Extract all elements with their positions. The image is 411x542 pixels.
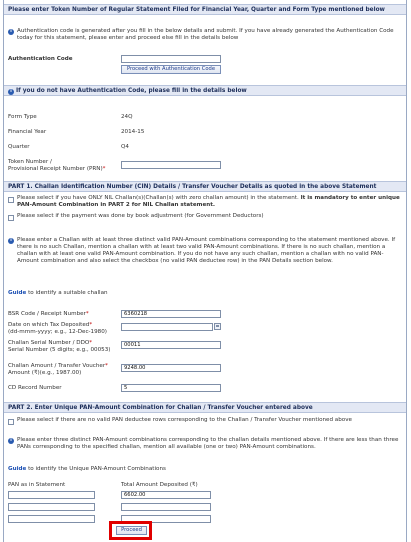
serial-label-line2: Serial Number (5 digits; e.g., 00053) <box>8 347 111 353</box>
part2-info <box>8 437 404 451</box>
required-star: * <box>102 166 106 172</box>
cd-record-input[interactable]: 5 <box>121 384 221 392</box>
required-star: * <box>105 363 108 369</box>
info-icon: i <box>8 438 14 444</box>
info-icon: i <box>8 238 14 244</box>
amount-label-line2: Amount (₹)(e.g., 1987.00) <box>8 370 82 376</box>
info-icon: i <box>8 89 14 95</box>
guide-challan <box>8 290 108 297</box>
pan-column-header: PAN as in Statement <box>8 482 66 488</box>
cd-record-label: CD Record Number <box>8 385 62 391</box>
quarter-label: Quarter <box>8 144 30 150</box>
guide-challan-text: to identify a suitable challan <box>26 290 108 296</box>
no-valid-pan-label: Please select if there are no valid PAN deductee rows corresponding to the Challan / Transfer Voucher mentioned above <box>17 417 352 423</box>
financial-year-label: Financial Year <box>8 129 47 135</box>
amount-input-1[interactable]: 6602.00 <box>121 491 211 499</box>
pan-input-2[interactable] <box>8 503 95 511</box>
book-adjustment-label: Please select if the payment was done by book adjustment (for Government Deductors) <box>17 213 264 219</box>
proceed-auth-button[interactable]: Proceed with Authentication Code <box>121 65 221 74</box>
tax-deposit-date-input[interactable] <box>121 323 213 331</box>
token-statement-form <box>3 0 407 542</box>
bsr-label-text: BSR Code / Receipt Number <box>8 311 86 317</box>
amount-label-line1: Challan Amount / Transfer Voucher <box>8 363 106 369</box>
amount-input-2[interactable] <box>121 503 211 511</box>
date-label-line1: Date on which Tax Deposited <box>8 322 90 328</box>
challan-amount-input[interactable]: 9248.00 <box>121 364 221 372</box>
form-type-label: Form Type <box>8 114 37 120</box>
guide-pan-text: to identify the Unique PAN-Amount Combinations <box>26 466 166 472</box>
calendar-icon[interactable] <box>214 323 221 330</box>
nil-challan-text-normal: Please select if you have ONLY NIL Challan(s)(Challan(s) with zero challan amount) in the statement. <box>17 195 301 201</box>
amount-column-header: Total Amount Deposited (₹) <box>121 482 198 488</box>
auth-code-input[interactable] <box>121 55 221 63</box>
token-label-line2: Provisional Receipt Number (PRN) <box>8 166 103 172</box>
guide-pan <box>8 466 166 473</box>
auth-info <box>8 28 404 42</box>
form-type-value: 24Q <box>121 114 133 120</box>
page-title: Please enter Token Number of Regular Statement Filed for Financial Year, Quarter and Form Type mentioned below <box>4 4 406 15</box>
book-adjustment-text <box>8 213 404 220</box>
quarter-value: Q4 <box>121 144 129 150</box>
serial-label-line1: Challan Serial Number / DDO <box>8 340 90 346</box>
required-star: * <box>85 311 89 317</box>
challan-serial-input[interactable]: 00011 <box>121 341 221 349</box>
guide-challan-link[interactable]: Guide <box>8 290 27 296</box>
no-valid-pan-text <box>8 417 404 424</box>
no-auth-section-title <box>4 85 406 96</box>
auth-code-label: Authentication Code <box>8 56 73 62</box>
pan-input-1[interactable] <box>8 491 95 499</box>
bsr-label <box>8 311 89 318</box>
token-number-input[interactable] <box>121 161 221 169</box>
part2-title: PART 2. Enter Unique PAN-Amount Combination for Challan / Transfer Voucher entered above <box>4 402 406 413</box>
token-label-line1: Token Number / <box>8 159 52 165</box>
guide-pan-link[interactable]: Guide <box>8 466 27 472</box>
amount-label <box>8 363 108 377</box>
part2-info-text: Please enter three distinct PAN-Amount combinations corresponding to the challan details mentioned above. If there are less than three PANs corresponding to the specified challan, mention all available (one or two) PAN-Amount combinations. <box>17 437 399 450</box>
financial-year-value: 2014-15 <box>121 129 145 135</box>
nil-challan-text <box>8 195 404 209</box>
proceed-button[interactable]: Proceed <box>116 526 147 535</box>
highlight-box <box>109 521 152 540</box>
no-auth-title-text: If you do not have Authentication Code, please fill in the details below <box>16 88 247 94</box>
serial-label <box>8 340 110 354</box>
date-label <box>8 322 107 336</box>
pan-input-3[interactable] <box>8 515 95 523</box>
part1-title: PART 1. Challan Identification Number (CIN) Details / Transfer Voucher Details as quoted in the above Statement <box>4 181 406 192</box>
required-star: * <box>89 340 93 346</box>
nil-challan-text-bold: It is mandatory to enter unique PAN-Amount Combination in PART 2 for NIL Challan statement. <box>17 195 400 208</box>
info-icon: i <box>8 29 14 35</box>
token-label <box>8 159 105 173</box>
required-star: * <box>89 322 93 328</box>
part1-info-text: Please enter a Challan with at least three distinct valid PAN-Amount combinations corresponding to the statement mentioned above. If there is no such Challan, mention a challan with at least two valid PAN-Amount combinations. If there is no such challan, mention a challan with at least one valid PAN-Amount combination. If you do not have any such challan, mention a challan with no valid PAN-Amount combination and also select the checkbox (no valid PAN deductee row) in the PAN Details section below. <box>17 237 396 264</box>
part1-info <box>8 237 404 265</box>
date-label-line2: (dd-mmm-yyyy; e.g., 12-Dec-1980) <box>8 329 107 335</box>
auth-info-text: Authentication code is generated after you fill in the below details and submit. If you have already generated the Authentication Code today for this statement, please enter and proceed else fill in the details below <box>17 28 394 41</box>
bsr-code-input[interactable]: 6360218 <box>121 310 221 318</box>
